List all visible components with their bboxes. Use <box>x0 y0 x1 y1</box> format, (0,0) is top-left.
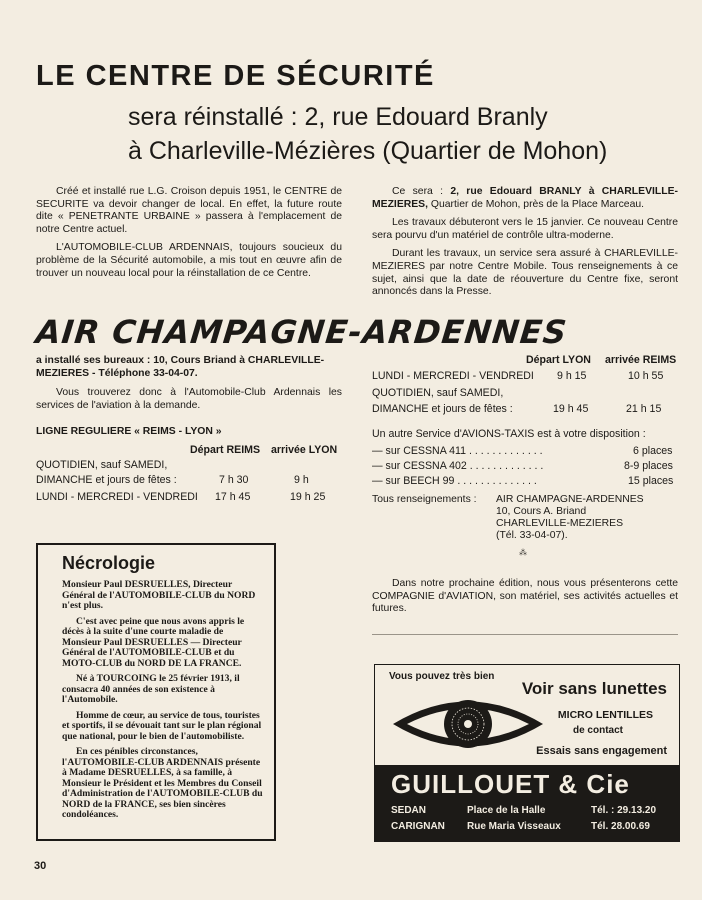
page-number: 30 <box>34 860 47 872</box>
intro-left-column <box>36 186 342 286</box>
rl-row1-dep: 7 h 30 <box>219 474 249 486</box>
air-champagne-title: AIR CHAMPAGNE-ARDENNES <box>34 313 570 351</box>
lr-row2-arr: 21 h 15 <box>626 403 662 415</box>
necrologie-p4: Homme de cœur, au service de tous, touristes et sportifs, il se dévouait tant sur le plan régional que national, pour le bien de l'automobiliste. <box>62 709 262 742</box>
office-line-2: MEZIERES - Téléphone 33-04-07. <box>36 368 198 379</box>
intro-right-column <box>372 186 678 305</box>
eye-icon <box>389 689 547 759</box>
ad-product: MICRO LENTILLES <box>557 709 653 721</box>
rl-row1-arr: 9 h <box>294 474 309 486</box>
intro-right-p2: Les travaux débuteront vers le 15 janvier. Ce nouveau Centre sera pourvu d'un matériel de contrôle ultra-moderne. <box>372 217 678 241</box>
lr-row1-arr: 10 h 55 <box>628 370 664 382</box>
lr-row1-dep: 9 h 15 <box>557 370 587 382</box>
rl-row1-label1: QUOTIDIEN, sauf SAMEDI, <box>36 459 168 471</box>
ad-address: Rue Maria Visseaux <box>467 821 561 832</box>
ad-city: CARIGNAN <box>391 821 445 832</box>
ad-footer <box>375 765 679 841</box>
ad-headline: Voir sans lunettes <box>521 679 667 698</box>
taxi-item: — sur CESSNA 402 . . . . . . . . . . . . . <box>372 460 544 472</box>
taxi-places: 6 places <box>633 445 673 457</box>
subtitle-city: à Charleville-Mézières (Quartier de Mohon) <box>128 137 608 165</box>
ad-address: Place de la Halle <box>467 805 546 816</box>
taxi-item: — sur CESSNA 411 . . . . . . . . . . . . . <box>372 445 543 457</box>
intro-right-p1: Ce sera : 2, rue Edouard BRANLY à CHARLEVILLE-MEZIERES, Quartier de Mohon, près de la Place Marceau. <box>372 186 678 210</box>
intro-right-p3: Durant les travaux, un service sera assuré à CHARLEVILLE-MEZIERES par notre Centre Mobile. Tous renseignements à ce sujet, ainsi que la date de réouverture du Centre fixe, seront annoncés dans la Presse. <box>372 248 678 298</box>
ad-phone: Tél. 28.00.69 <box>591 821 650 832</box>
ad-brand: GUILLOUET & Cie <box>391 769 630 799</box>
asterism-ornament: ⁂ <box>519 548 527 557</box>
rl-row1-label2: DIMANCHE et jours de fêtes : <box>36 474 177 486</box>
subtitle-address: sera réinstallé : 2, rue Edouard Branly <box>128 103 548 131</box>
rl-row2-arr: 19 h 25 <box>290 491 326 503</box>
necrologie-p5: En ces pénibles circonstances, l'AUTOMOBILE-CLUB ARDENNAIS présente à Madame DESRUELLES, à sa famille, à Monsieur le Président et les Membres du Conseil d'Administration de l'AUTOMOBILE-CLUB du NORD de la FRANCE, ses bien sincères condoléances. <box>62 746 263 820</box>
necrologie-box <box>36 543 276 841</box>
reims-arr-header: arrivée REIMS <box>605 354 677 366</box>
next-edition-text: Dans notre prochaine édition, nous vous présenterons cette COMPAGNIE d'AVIATION, son matériel, ses activités actuelles et futures. <box>372 578 678 615</box>
lr-row2-dep: 19 h 45 <box>553 403 589 415</box>
intro-left-p1: Créé et installé rue L.G. Croison depuis 1951, le CENTRE de SECURITE va devoir changer de local. En effet, la future route dite « PENETRANTE URBAINE » passera à l'emplacement de notre Centre actuel. <box>36 186 342 235</box>
info-line: 10, Cours A. Briand <box>496 506 587 517</box>
ad-city: SEDAN <box>391 805 427 816</box>
line-title: LIGNE REGULIERE « REIMS - LYON » <box>36 426 222 437</box>
info-line: (Tél. 33-04-07). <box>496 530 568 541</box>
intro-left-p2: L'AUTOMOBILE-CLUB ARDENNAIS, toujours soucieux du problème de la Sécurité automobile, a mis tout en œuvre afin de trouver un nouveau local pour la réinstallation de ce Centre. <box>36 242 342 279</box>
taxi-places: 8-9 places <box>624 460 673 472</box>
necrologie-p3: Né à TOURCOING le 25 février 1913, il consacra 40 années de son existence à l'Automobile. <box>62 673 240 705</box>
info-label: Tous renseignements : <box>372 494 477 505</box>
ad-phone: Tél. : 29.13.20 <box>591 805 657 816</box>
taxi-places: 15 places <box>628 475 674 487</box>
info-line: AIR CHAMPAGNE-ARDENNES <box>496 494 644 505</box>
lr-row2-label2: DIMANCHE et jours de fêtes : <box>372 403 513 415</box>
taxi-item: — sur BEECH 99 . . . . . . . . . . . . . . <box>372 475 537 487</box>
necrologie-title: Nécrologie <box>62 553 156 573</box>
page-title: LE CENTRE DE SÉCURITÉ <box>36 60 435 92</box>
divider <box>372 634 678 635</box>
lr-row1-label1: LUNDI - MERCREDI - VENDREDI <box>372 370 534 382</box>
ad-tagline: Vous pouvez très bien <box>389 671 495 682</box>
necrologie-p1: Monsieur Paul DESRUELLES, Directeur Général de l'AUTOMOBILE-CLUB du NORD n'est plus. <box>62 579 256 611</box>
rl-row2-dep: 17 h 45 <box>215 491 251 503</box>
services-text: Vous trouverez donc à l'Automobile-Club Ardennais les services de l'aviation à la demande. <box>36 387 342 411</box>
ad-contact: de contact <box>572 725 623 736</box>
lr-row2-label1: QUOTIDIEN, sauf SAMEDI, <box>372 387 504 399</box>
guillouet-advertisement <box>374 664 680 842</box>
rl-row2-label1: LUNDI - MERCREDI - VENDREDI <box>36 491 198 503</box>
lyon-dep-header: Départ LYON <box>526 354 591 366</box>
info-line: CHARLEVILLE-MEZIERES <box>496 518 624 529</box>
taxi-intro: Un autre Service d'AVIONS-TAXIS est à votre disposition : <box>372 428 646 440</box>
necrologie-p2: C'est avec peine que nous avons appris le décès à la suite d'une courte maladie de Monsieur Paul DESRUELLES — Directeur Général de l'AUTOMOBILE-CLUB et du MOTO-CLUB du NORD DE LA FRANCE. <box>62 615 245 669</box>
ad-trial: Essais sans engagement <box>536 745 667 757</box>
reims-dep-header: Départ REIMS <box>190 444 261 456</box>
office-line-1: a installé ses bureaux : 10, Cours Briand à CHARLEVILLE- <box>36 355 325 366</box>
lyon-arr-header: arrivée LYON <box>271 444 338 456</box>
